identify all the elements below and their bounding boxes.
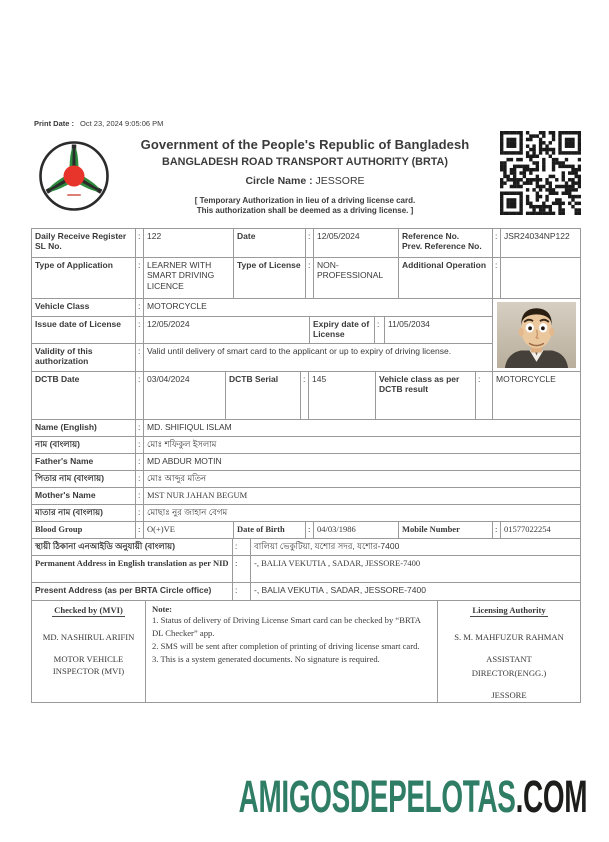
licensing-authority-name: S. M. MAHFUZUR RAHMAN [454, 632, 564, 643]
licensing-authority-place: JESSORE [491, 690, 527, 701]
mother-en-value: MST NUR JAHAN BEGUM [143, 488, 580, 504]
father-en-value: MD ABDUR MOTIN [143, 454, 580, 470]
colon: : [135, 522, 143, 538]
father-bn-value: মোঃ আব্দুর মতিন [143, 471, 580, 487]
colon: : [475, 372, 492, 419]
table-row [32, 453, 580, 470]
print-date-value: Oct 23, 2024 9:05:06 PM [80, 119, 164, 128]
type-of-license-label: Type of License [233, 258, 305, 298]
issue-date-label: Issue date of License [35, 319, 121, 329]
date-label: Date [233, 229, 305, 257]
mobile-number-label: Mobile Number [398, 522, 492, 538]
brta-logo-icon [36, 138, 112, 216]
notice-line-2: This authorization shall be deemed as a driving license. ] [196, 206, 414, 216]
mobile-number-value: 01577022254 [500, 522, 580, 538]
table-row [32, 343, 492, 371]
dctb-serial-label: DCTB Serial [225, 372, 300, 419]
perm-addr-en-value: -, BALIA VEKUTIA , SADAR, JESSORE-7400 [250, 556, 580, 582]
checked-by-role: MOTOR VEHICLE INSPECTOR (MVI) [52, 653, 125, 676]
table-row [32, 299, 492, 316]
expiry-date-value: 11/05/2034 [384, 317, 492, 343]
colon: : [135, 317, 143, 343]
table-row [32, 538, 580, 555]
present-addr-label: Present Address (as per BRTA Circle office) [35, 585, 212, 595]
colon: : [135, 372, 143, 419]
dctb-vehicle-class-value: MOTORCYCLE [492, 372, 580, 419]
additional-operation-label: Additional Operation [398, 258, 492, 298]
expiry-date-label: Expiry date of License [309, 317, 374, 343]
dctb-vehicle-class-label: Vehicle class as per DCTB result [375, 372, 475, 419]
date-value: 12/05/2024 [313, 229, 398, 257]
mother-bn-value: মোছাঃ নুর জাহান বেগম [143, 505, 580, 521]
mother-en-label: Mother's Name [35, 490, 96, 500]
date-of-birth-value: 04/03/1986 [313, 522, 398, 538]
table-row [32, 555, 580, 582]
watermark-brand: AMIGOSDEPELOTAS [238, 771, 516, 822]
present-addr-value: -, BALIA VEKUTIA , SADAR, JESSORE-7400 [250, 583, 580, 600]
note-item-3: 3. This is a system generated documents. No signature is required. [152, 654, 380, 665]
reference-label: Reference No. Prev. Reference No. [398, 229, 492, 257]
daily-receive-label: Daily Receive Register SL No. [35, 231, 127, 252]
note-title: Note: [152, 604, 173, 614]
table-row-group [32, 298, 580, 371]
blood-group-label: Blood Group [35, 524, 83, 534]
licensing-authority-box [437, 601, 580, 702]
notice-line-1: [ Temporary Authorization in lieu of a driving license card. [194, 196, 416, 205]
table-row [32, 436, 580, 453]
type-of-application-value: LEARNER WITH SMART DRIVING LICENCE [143, 258, 233, 298]
dctb-date-label: DCTB Date [35, 374, 80, 384]
vehicle-class-label: Vehicle Class [35, 301, 90, 311]
colon: : [492, 522, 500, 538]
validity-value: Valid until delivery of smart card to the applicant or up to expiry of driving license. [143, 344, 492, 371]
circle-name [105, 175, 505, 187]
dctb-serial-value: 145 [308, 372, 375, 419]
table-row [32, 582, 580, 600]
perm-addr-bn-label: স্থায়ী ঠিকানা এনআইডি অনুযায়ী (বাংলায়) [35, 541, 176, 551]
colon: : [135, 299, 143, 316]
licensing-authority-role-1: ASSISTANT [486, 653, 532, 664]
colon: : [135, 454, 143, 470]
qr-code [500, 131, 581, 215]
colon: : [135, 471, 143, 487]
table-row [32, 229, 580, 257]
note-item-2: 2. SMS will be sent after completion of printing of driving license smart card. [152, 641, 420, 652]
issue-date-value: 12/05/2024 [143, 317, 309, 343]
name-en-value: MD. SHIFIQUL ISLAM [143, 420, 580, 436]
perm-addr-en-label: Permanent Address in English translation as per NID [35, 558, 229, 568]
checked-by-box [32, 601, 145, 702]
colon: : [135, 488, 143, 504]
note-item-1: 1. Status of delivery of Driving License Smart card can be checked by “BRTA DL Checker” app. [152, 615, 421, 639]
additional-operation-value [500, 258, 580, 298]
table-row [32, 371, 580, 419]
vehicle-class-value: MOTORCYCLE [143, 299, 492, 316]
colon: : [135, 420, 143, 436]
table-row [32, 316, 492, 343]
colon: : [232, 539, 250, 555]
applicant-photo [492, 299, 580, 371]
colon: : [135, 229, 143, 257]
validity-label: Validity of this authorization [35, 346, 93, 367]
colon: : [492, 229, 500, 257]
perm-addr-bn-value: বালিয়া ভেকুটিয়া, যশোর সদর, যশোর-7400 [250, 539, 580, 555]
signature-row [32, 600, 580, 702]
colon: : [232, 556, 250, 582]
watermark-tld: .COM [515, 771, 587, 822]
circle-name-value: JESSORE [315, 175, 365, 187]
colon: : [300, 372, 308, 419]
father-bn-label: পিতার নাম (বাংলায়) [35, 473, 105, 483]
authority-title: BANGLADESH ROAD TRANSPORT AUTHORITY (BRTA) [162, 156, 448, 168]
colon: : [374, 317, 384, 343]
note-box [145, 601, 437, 702]
site-watermark [238, 771, 587, 823]
colon: : [232, 583, 250, 600]
print-date [34, 119, 163, 128]
mother-bn-label: মাতার নাম (বাংলায়) [35, 507, 104, 517]
father-en-label: Father's Name [35, 456, 94, 466]
gov-title: Government of the People's Republic of Bangladesh [140, 137, 470, 152]
checked-by-title: Checked by (MVI) [52, 605, 125, 617]
colon: : [135, 344, 143, 371]
table-row [32, 487, 580, 504]
type-of-application-label: Type of Application [35, 260, 113, 270]
table-row [32, 419, 580, 436]
checked-by-name: MD. NASHIRUL ARIFIN [42, 632, 135, 643]
reference-value: JSR24034NP122 [500, 229, 580, 257]
name-bn-value: মোঃ শফিকুল ইসলাম [143, 437, 580, 453]
license-data-table [31, 228, 581, 703]
table-row [32, 504, 580, 521]
document-header [105, 137, 505, 217]
colon: : [492, 258, 500, 298]
colon: : [135, 258, 143, 298]
colon: : [305, 229, 313, 257]
licensing-authority-role-2: DIRECTOR(ENGG.) [471, 667, 547, 678]
name-en-label: Name (English) [35, 422, 97, 432]
table-row [32, 521, 580, 538]
name-bn-label: নাম (বাংলায়) [35, 439, 80, 449]
licensing-authority-title: Licensing Authority [470, 605, 547, 617]
circle-name-label: Circle Name : [245, 175, 313, 187]
colon: : [305, 258, 313, 298]
blood-group-value: O(+)VE [143, 522, 233, 538]
daily-receive-value: 122 [143, 229, 233, 257]
type-of-license-value: NON-PROFESSIONAL [313, 258, 398, 298]
colon: : [305, 522, 313, 538]
print-date-label: Print Date : [34, 119, 75, 128]
table-row [32, 257, 580, 298]
date-of-birth-label: Date of Birth [233, 522, 305, 538]
colon: : [135, 437, 143, 453]
colon: : [135, 505, 143, 521]
dctb-date-value: 03/04/2024 [143, 372, 225, 419]
table-row [32, 470, 580, 487]
